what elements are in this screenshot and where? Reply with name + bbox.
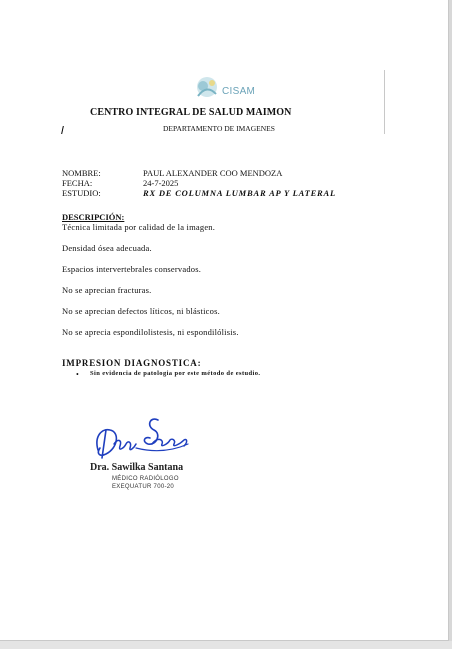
description-line: No se aprecian fracturas. xyxy=(62,285,152,295)
description-title: DESCRIPCIÓN: xyxy=(62,212,125,222)
handwritten-signature xyxy=(92,414,192,464)
description-line: Densidad ósea adecuada. xyxy=(62,243,152,253)
name-value: PAUL ALEXANDER COO MENDOZA xyxy=(143,168,283,178)
logo-text: CISAM xyxy=(222,86,256,97)
department-name: DEPARTAMENTO DE IMAGENES xyxy=(163,124,275,133)
study-label: ESTUDIO: xyxy=(62,188,101,198)
diagnosis-title: IMPRESION DIAGNOSTICA: xyxy=(62,358,202,368)
doctor-title: MÉDICO RADIÓLOGO xyxy=(112,476,179,482)
description-line: Técnica limitada por calidad de la imagen. xyxy=(62,222,216,232)
page-bottom-gutter xyxy=(0,641,452,649)
name-label: NOMBRE: xyxy=(62,168,101,178)
diagnosis-item: Sin evidencia de patologia por este método de estudio. xyxy=(90,370,261,377)
description-line: Espacios intervertebrales conservados. xyxy=(62,264,202,274)
doctor-name: Dra. Sawilka Santana xyxy=(90,462,184,473)
description-line: No se aprecian defectos líticos, ni blásticos. xyxy=(62,306,220,316)
header-divider xyxy=(384,70,385,134)
doctor-exequatur: EXEQUATUR 700-20 xyxy=(112,484,175,490)
study-value: RX DE COLUMNA LUMBAR AP Y LATERAL xyxy=(143,188,336,198)
text-cursor-mark xyxy=(61,126,64,134)
description-line: No se aprecia espondilolistesis, ni espondilólisis. xyxy=(62,327,239,337)
date-label: FECHA: xyxy=(62,178,93,188)
organization-name: CENTRO INTEGRAL DE SALUD MAIMON xyxy=(90,107,292,118)
date-value: 24-7-2025 xyxy=(143,178,179,188)
bullet-icon: • xyxy=(76,370,79,379)
